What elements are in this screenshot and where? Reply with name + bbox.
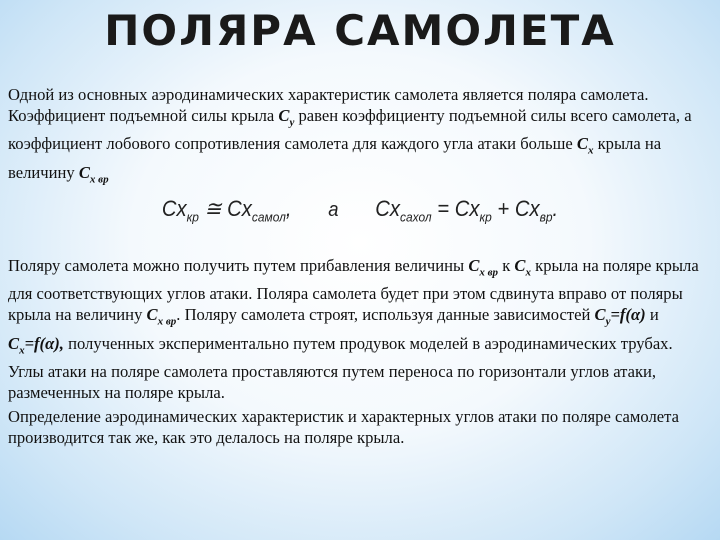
text-segment: Одной из основных аэродинамических характеристик самолета является поляра самолета. Коэффициент подъемной силы крыла [8,85,649,125]
symbol-cy: $C_y$ [278,106,295,129]
text-segment: Поляру самолета можно получить путем прибавления величины [8,256,469,275]
symbol-cx-vr: $C_{x вр}$ [78,162,109,185]
formula-term: Cx [454,196,480,221]
symbol-cx-vr: $C_{x вр}$ [468,256,499,279]
paragraph-intro [8,84,712,190]
symbol-cx-f-alpha: $C_x=f(\alpha)$, [8,333,64,356]
drag-formula: $Cx_{кр}$ ≅ $Cx_{самол}$, а $Cx_{сахол} = Cx_{кр} + Cx_{вр}$. [161,196,559,225]
slide-title: ПОЛЯРА САМОЛЕТА [104,6,616,55]
formula-term: Cx [161,196,187,221]
text-segment: крыла на поляре крыла для соответствующих углов атаки. Поляра самолета будет при этом сдвинута вправо от поляры крыла на величину [8,256,699,325]
text-segment: и [645,305,659,325]
text-segment: . Поляру самолета строят, используя данные зависимостей [176,305,595,325]
symbol-cx: $C_x$ [514,256,531,279]
paragraph-conclusion: Определение аэродинамических характеристик и характерных углов атаки по поляре самолета производится так же, как это делалось на поляре крыла. [8,407,679,447]
formula-term: Cx [227,196,252,221]
symbol-cx: $C_x$ [576,134,594,157]
formula-term: Cx [514,196,540,221]
formula-conjunction: а [328,199,339,221]
symbol-cx-vr: $C_{x вр}$ [146,305,177,328]
paragraph-method [8,255,712,403]
symbol-cy-f-alpha: $C_y=f(\alpha)$ [594,305,646,328]
text-segment: крыла на величину [8,134,662,182]
text-segment: равен коэффициенту подъемной силы всего самолета, а коэффициент лобового сопротивления самолета для каждого угла атаки больше [8,106,692,154]
text-segment: к [498,256,515,275]
formula-term: Cx [375,196,401,221]
text-segment: полученных экспериментально путем продувок моделей в аэродинамических трубах. Углы атаки на поляре самолета проставляются путем переноса по горизонтали углов атаки, размеченных на поляре крыла. [8,333,673,402]
